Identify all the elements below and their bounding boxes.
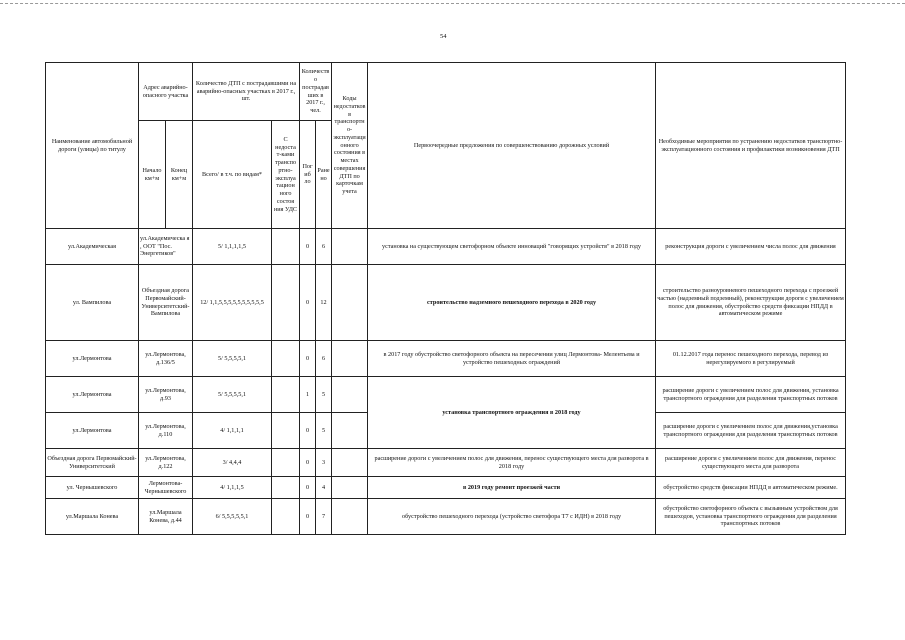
killed: 0 (300, 449, 316, 477)
table-row (46, 377, 846, 413)
road-name: ул.Лермонтова (46, 377, 139, 413)
priority: расширение дороги с увеличением полос для движения, перенос существующего места для разворота в 2018 году (368, 449, 656, 477)
total: 3/ 4,4,4 (193, 449, 272, 477)
dtp-table (45, 62, 846, 535)
total: 12/ 1,1,5,5,5,5,5,5,5,5,5,5 (193, 265, 272, 341)
road-name: ул. Чернышевского (46, 477, 139, 499)
hdr-priority: Первоочередные предложения по совершенствованию дорожных условий (368, 63, 656, 229)
hdr-measures: Необходимые мероприятия по устранению недостатков транспортно-эксплуатационного состояния и профилактики возникновения ДТП (656, 63, 846, 229)
address: ул.Лермонтова, д.110 (139, 413, 193, 449)
killed: 0 (300, 341, 316, 377)
address: Объездная дорога Первомайский-Университетский-Вампилова (139, 265, 193, 341)
injured: 3 (316, 449, 332, 477)
hdr-with-deficiency: С недоста т-ками транспо ртно-эксплуа тацион ного состоя ния УДС (272, 121, 300, 229)
address: ул.Лермонтова, д.93 (139, 377, 193, 413)
table-row (46, 499, 846, 535)
measures: расширение дороги с увеличением полос для движения, перенос существующего места для разворота (656, 449, 846, 477)
total: 4/ 1,1,1,5 (193, 477, 272, 499)
priority: установка на существующем светофорном объекте инноваций "говорящих устройств" в 2018 году (368, 229, 656, 265)
hdr-end: Конец км+м (166, 121, 193, 229)
killed: 0 (300, 477, 316, 499)
road-name: Объездная дорога Первомайский-Университетский (46, 449, 139, 477)
road-name: ул.Маршала Конева (46, 499, 139, 535)
road-name: ул.Лермонтова (46, 341, 139, 377)
address: Лермонтова-Чернышевского (139, 477, 193, 499)
injured: 5 (316, 377, 332, 413)
injured: 5 (316, 413, 332, 449)
table-row (46, 449, 846, 477)
hdr-killed: Погиб ло (300, 121, 316, 229)
address: ул.Лермонтова, д.136/5 (139, 341, 193, 377)
priority: установка транспортного ограждения в 2018 году (368, 377, 656, 449)
hdr-start: Начало км+м (139, 121, 166, 229)
measures: строительство разноуровневого пешеходного перехода с проезжей частью (надземный подземный), реконструкция дороги с увеличением полос для движения, обустройство средств фиксации НПДД в автоматическом режиме (656, 265, 846, 341)
injured: 7 (316, 499, 332, 535)
address: ул.Лермонтова, д.122 (139, 449, 193, 477)
table-row (46, 229, 846, 265)
road-name: ул. Вампилова (46, 265, 139, 341)
killed: 1 (300, 377, 316, 413)
table-row (46, 341, 846, 377)
priority: обустройство пешеходного перехода (устройство светофора Т7 с ИДН) в 2018 году (368, 499, 656, 535)
total: 4/ 1,1,1,1 (193, 413, 272, 449)
measures: расширение дороги с увеличением полос для движения, установка транспортного ограждения для разделения транспортных потоков (656, 377, 846, 413)
address: ул.Академическа я , ООТ "Пос. Энергетиков" (139, 229, 193, 265)
page-number: 54 (440, 33, 447, 40)
hdr-total: Всего/ в т.ч. по видам* (193, 121, 272, 229)
hdr-codes: Коды недостатков в транспортно-эксплуатационного состояния в местах совершения ДТП по карточкам учета (332, 63, 368, 229)
killed: 0 (300, 265, 316, 341)
table-row (46, 477, 846, 499)
table-row (46, 265, 846, 341)
injured: 12 (316, 265, 332, 341)
injured: 6 (316, 341, 332, 377)
total: 6/ 5,5,5,5,5,1 (193, 499, 272, 535)
total: 5/ 5,5,5,5,1 (193, 377, 272, 413)
total: 5/ 5,5,5,5,1 (193, 341, 272, 377)
road-name: ул.Лермонтова (46, 413, 139, 449)
priority: строительство надземного пешеходного перехода в 2020 году (368, 265, 656, 341)
priority: в 2017 году обустройство светофорного объекта на пересечении улиц Лермонтова- Мелентьева и устройство пешеходных ограждений (368, 341, 656, 377)
measures: 01.12.2017 года перенос пешеходного перехода, перевод из нерегулируемого в регулируемый (656, 341, 846, 377)
injured: 6 (316, 229, 332, 265)
measures: реконструкция дороги с увеличением числа полос для движения (656, 229, 846, 265)
page-top-line (0, 3, 905, 4)
measures: обустройство светофорного объекта с вызывным устройством для пешеходов, установка транспортного ограждения для разделения транспортных потоков (656, 499, 846, 535)
road-name: ул.Академическая (46, 229, 139, 265)
hdr-dtp-count: Количество ДТП с пострадавшими на аварийно-опасных участках в 2017 г., шт. (193, 63, 300, 121)
killed: 0 (300, 499, 316, 535)
measures: обустройство средств фиксации НПДД в автоматическом режиме. (656, 477, 846, 499)
hdr-victims: Количеств о пострадав ших в 2017 г., чел. (300, 63, 332, 121)
injured: 4 (316, 477, 332, 499)
killed: 0 (300, 229, 316, 265)
hdr-road: Наименование автомобильной дороги (улицы) по титулу (46, 63, 139, 229)
address: ул.Маршала Конева, д.44 (139, 499, 193, 535)
killed: 0 (300, 413, 316, 449)
hdr-injured: Ране но (316, 121, 332, 229)
hdr-address: Адрес аварийно-опасного участка (139, 63, 193, 121)
total: 5/ 1,1,1,1,5 (193, 229, 272, 265)
priority: в 2019 году ремонт проезжей части (368, 477, 656, 499)
measures: расширение дороги с увеличением полос для движения,установка транспортного ограждения для разделения транспортных потоков (656, 413, 846, 449)
